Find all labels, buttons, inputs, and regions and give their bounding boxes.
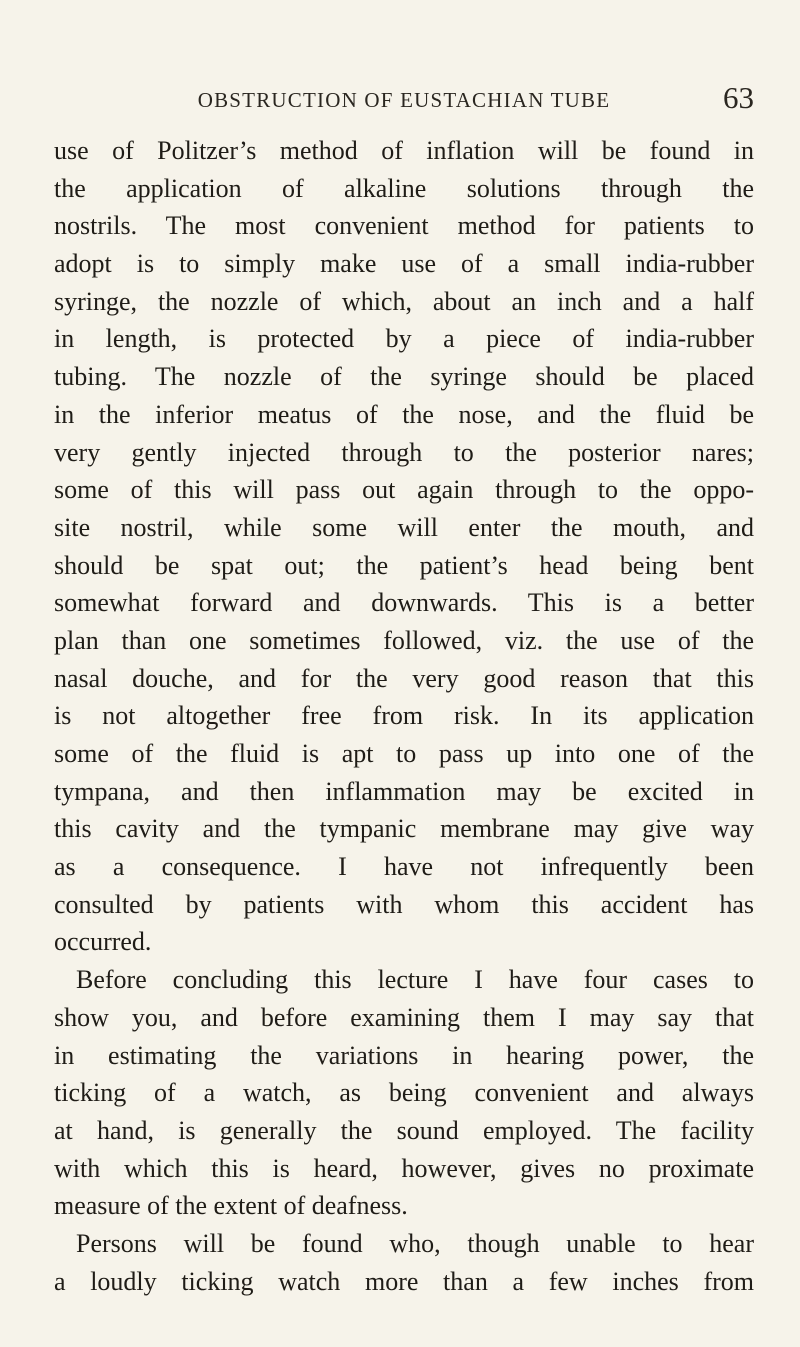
text-line: in length, is protected by a piece of india-rubber [54, 324, 754, 354]
text-line: site nostril, while some will enter the mouth, and [54, 512, 754, 542]
text-line: is not altogether free from risk. In its application [54, 701, 754, 731]
paragraph [54, 1225, 754, 1300]
page-number: 63 [723, 80, 754, 115]
text-line: with which this is heard, however, gives no proximate [54, 1153, 754, 1183]
text-line: should be spat out; the patient’s head being bent [54, 550, 754, 580]
text-line: occurred. [54, 927, 152, 957]
text-line: at hand, is generally the sound employed. The facility [54, 1115, 754, 1145]
text-line: this cavity and the tympanic membrane may give way [54, 814, 754, 844]
text-line: use of Politzer’s method of inflation will be found in [54, 136, 754, 165]
text-line: very gently injected through to the posterior nares; [54, 437, 754, 467]
text-line: measure of the extent of deafness. [54, 1191, 408, 1221]
text-line: nostrils. The most convenient method for patients to [54, 211, 754, 241]
text-line: some of the fluid is apt to pass up into one of the [54, 739, 754, 768]
text-line: tubing. The nozzle of the syringe should be placed [54, 362, 754, 392]
running-title: OBSTRUCTION OF EUSTACHIAN TUBE [197, 88, 611, 112]
text-line: some of this will pass out again through to the oppo- [54, 475, 754, 505]
text-line: show you, and before examining them I may say that [54, 1002, 754, 1032]
text-line: tympana, and then inflammation may be excited in [54, 776, 754, 806]
text-line: plan than one sometimes followed, viz. the use of the [54, 625, 754, 655]
text-line: Before concluding this lecture I have four cases to [76, 965, 754, 995]
text-line: nasal douche, and for the very good reason that this [54, 663, 754, 693]
text-line: in the inferior meatus of the nose, and the fluid be [54, 399, 754, 429]
running-head [54, 80, 754, 122]
text-line: consulted by patients with whom this accident has [54, 889, 754, 919]
body-text [54, 132, 754, 1300]
paragraph [54, 961, 754, 1225]
text-line: adopt is to simply make use of a small india-rubber [54, 249, 754, 279]
paragraph [54, 132, 754, 961]
text-line: in estimating the variations in hearing power, the [54, 1040, 754, 1070]
text-line: Persons will be found who, though unable to hear [76, 1228, 754, 1258]
text-line: a loudly ticking watch more than a few inches from [54, 1266, 754, 1296]
text-line: syringe, the nozzle of which, about an inch and a half [54, 286, 754, 316]
text-line: somewhat forward and downwards. This is a better [54, 588, 754, 618]
text-line: as a consequence. I have not infrequently been [54, 852, 754, 882]
text-line: ticking of a watch, as being convenient and always [54, 1078, 754, 1108]
text-line: the application of alkaline solutions through the [54, 173, 754, 203]
